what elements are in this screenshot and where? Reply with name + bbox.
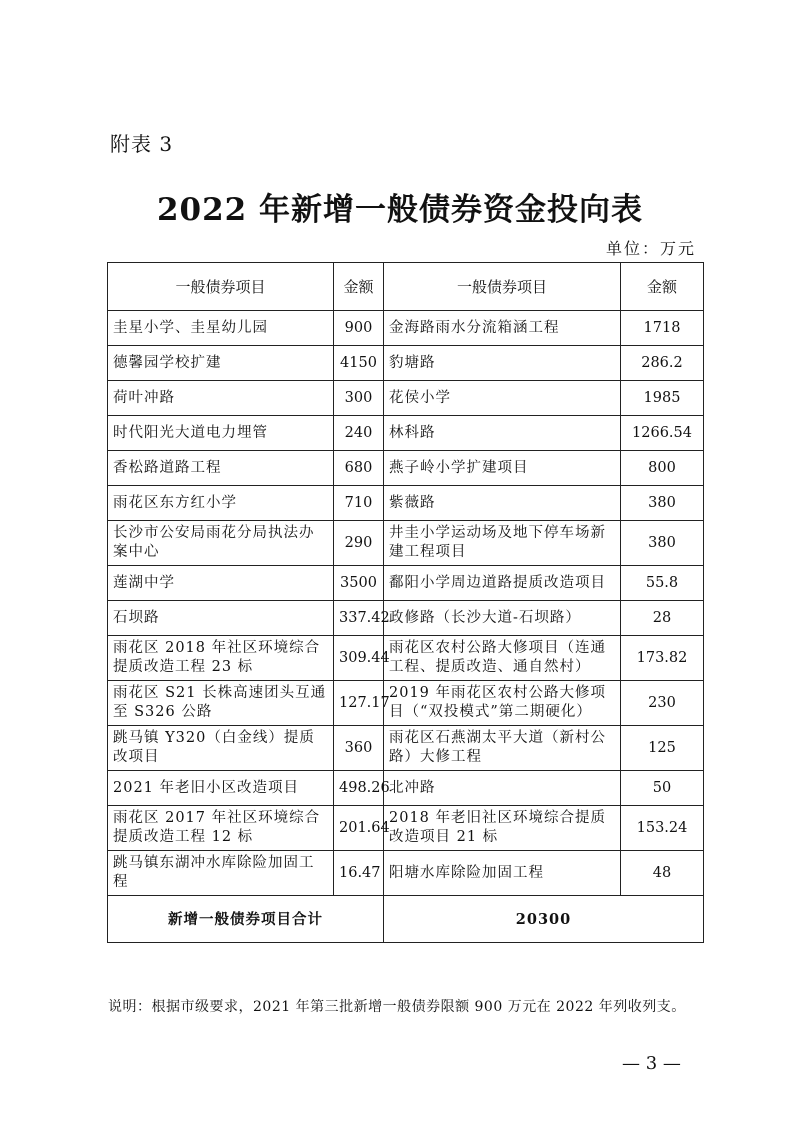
amount-left-cell: 337.42 [334,601,384,636]
document-title: 2022 年新增一般债券资金投向表 [156,192,644,228]
footnote: 说明：根据市级要求，2021 年第三批新增一般债券限额 900 万元在 2022 年列收列支。 [108,999,686,1015]
amount-left-cell: 680 [334,451,384,486]
amount-right-cell: 28 [621,601,704,636]
project-right-cell: 雨花区农村公路大修项目（连通工程、提质改造、通自然村） [384,636,621,681]
project-left-cell: 莲湖中学 [108,566,334,601]
table-row [108,566,704,601]
project-right-cell: 北冲路 [384,771,621,806]
header-amount-right: 金额 [621,263,704,311]
table-row [108,851,704,896]
amount-right-cell: 1718 [621,311,704,346]
project-left-cell: 时代阳光大道电力埋管 [108,416,334,451]
amount-right-cell: 380 [621,521,704,566]
amount-right-cell: 1985 [621,381,704,416]
project-right-cell: 雨花区石燕湖太平大道（新村公路）大修工程 [384,726,621,771]
project-left-cell: 德馨园学校扩建 [108,346,334,381]
project-right-cell: 2019 年雨花区农村公路大修项目（“双投模式”第二期硬化） [384,681,621,726]
table-row [108,726,704,771]
table-header-row [108,263,704,311]
page-number: — 3 — [622,1053,681,1074]
amount-left-cell: 4150 [334,346,384,381]
total-row [108,896,704,943]
project-left-cell: 雨花区 2017 年社区环境综合提质改造工程 12 标 [108,806,334,851]
project-left-cell: 雨花区 2018 年社区环境综合提质改造工程 23 标 [108,636,334,681]
table-row [108,451,704,486]
allocation-table [107,262,704,943]
amount-right-cell: 286.2 [621,346,704,381]
table-row [108,311,704,346]
amount-left-cell: 201.64 [334,806,384,851]
project-right-cell: 金海路雨水分流箱涵工程 [384,311,621,346]
table-row [108,601,704,636]
amount-left-cell: 240 [334,416,384,451]
table-row [108,636,704,681]
project-right-cell: 林科路 [384,416,621,451]
amount-left-cell: 360 [334,726,384,771]
project-right-cell: 2018 年老旧社区环境综合提质改造项目 21 标 [384,806,621,851]
project-left-cell: 跳马镇东湖冲水库除险加固工程 [108,851,334,896]
project-right-cell: 紫薇路 [384,486,621,521]
project-left-cell: 圭星小学、圭星幼儿园 [108,311,334,346]
project-left-cell: 香松路道路工程 [108,451,334,486]
amount-left-cell: 710 [334,486,384,521]
amount-right-cell: 173.82 [621,636,704,681]
project-left-cell: 雨花区 S21 长株高速团头互通至 S326 公路 [108,681,334,726]
table-row [108,416,704,451]
amount-left-cell: 498.26 [334,771,384,806]
amount-left-cell: 900 [334,311,384,346]
amount-left-cell: 3500 [334,566,384,601]
unit-label: 单位：万元 [605,239,696,258]
amount-left-cell: 290 [334,521,384,566]
project-left-cell: 2021 年老旧小区改造项目 [108,771,334,806]
project-right-cell: 燕子岭小学扩建项目 [384,451,621,486]
amount-right-cell: 125 [621,726,704,771]
total-label: 新增一般债券项目合计 [108,896,384,943]
project-left-cell: 长沙市公安局雨花分局执法办案中心 [108,521,334,566]
amount-right-cell: 50 [621,771,704,806]
amount-left-cell: 127.17 [334,681,384,726]
amount-right-cell: 380 [621,486,704,521]
project-right-cell: 井圭小学运动场及地下停车场新建工程项目 [384,521,621,566]
amount-right-cell: 800 [621,451,704,486]
project-left-cell: 跳马镇 Y320（白金线）提质改项目 [108,726,334,771]
header-project-right: 一般债券项目 [384,263,621,311]
project-right-cell: 阳塘水库除险加固工程 [384,851,621,896]
project-left-cell: 荷叶冲路 [108,381,334,416]
project-left-cell: 雨花区东方红小学 [108,486,334,521]
total-value: 20300 [384,896,704,943]
project-right-cell: 鄱阳小学周边道路提质改造项目 [384,566,621,601]
table-row [108,346,704,381]
amount-left-cell: 309.44 [334,636,384,681]
table-row [108,521,704,566]
table-row [108,486,704,521]
header-amount-left: 金额 [334,263,384,311]
amount-right-cell: 48 [621,851,704,896]
table-row [108,806,704,851]
table-body [108,311,704,896]
appendix-label: 附表 3 [110,132,174,156]
project-right-cell: 花侯小学 [384,381,621,416]
amount-left-cell: 300 [334,381,384,416]
project-right-cell: 豹塘路 [384,346,621,381]
project-right-cell: 政修路（长沙大道-石坝路） [384,601,621,636]
amount-right-cell: 55.8 [621,566,704,601]
amount-left-cell: 16.47 [334,851,384,896]
amount-right-cell: 153.24 [621,806,704,851]
amount-right-cell: 230 [621,681,704,726]
project-left-cell: 石坝路 [108,601,334,636]
table-row [108,771,704,806]
header-project-left: 一般债券项目 [108,263,334,311]
table-row [108,381,704,416]
amount-right-cell: 1266.54 [621,416,704,451]
table-row [108,681,704,726]
